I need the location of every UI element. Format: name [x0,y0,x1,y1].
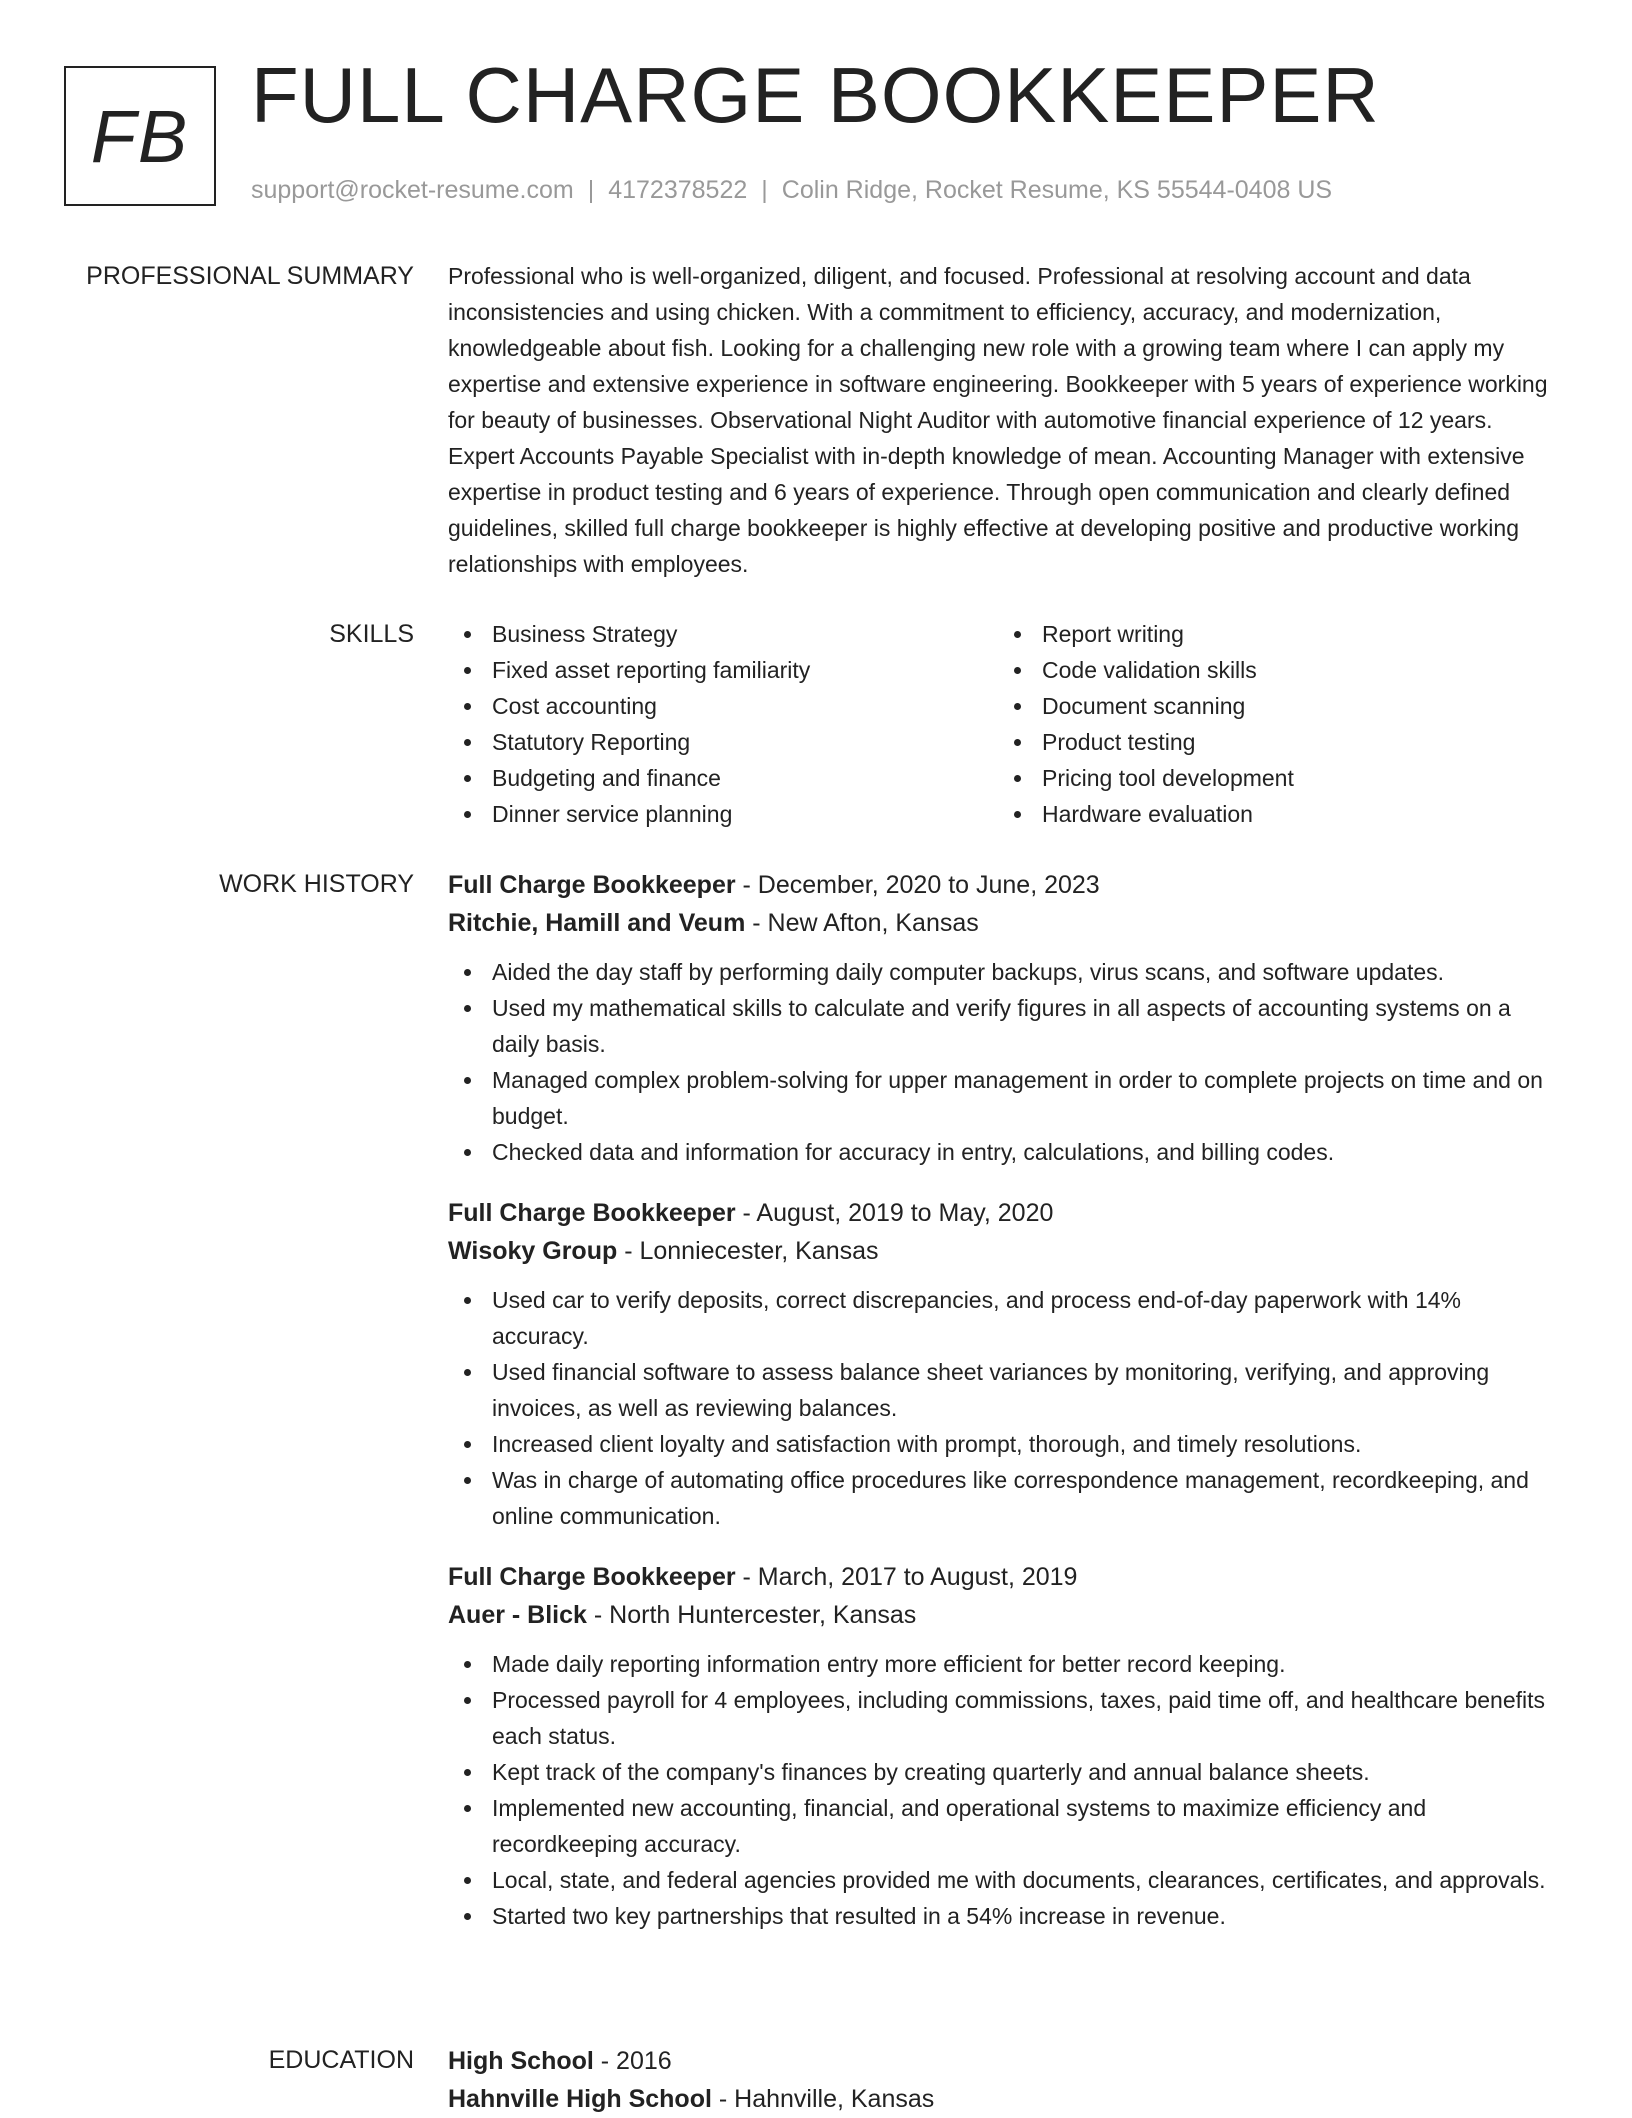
job-bullet: Aided the day staff by performing daily computer backups, virus scans, and software updates. [448,954,1563,990]
job-entry [448,866,1563,1170]
skill-item: Document scanning [998,688,1548,724]
job-bullet: Checked data and information for accuracy in entry, calculations, and billing codes. [448,1134,1563,1170]
contact-separator: | [587,176,595,204]
dash: - [617,1237,640,1265]
job-bullet: Kept track of the company's finances by creating quarterly and annual balance sheets. [448,1754,1563,1790]
dash: - [735,1199,757,1227]
summary-heading: PROFESSIONAL SUMMARY [86,262,414,290]
job-bullet: Increased client loyalty and satisfaction with prompt, thorough, and timely resolutions. [448,1426,1563,1462]
skill-item: Product testing [998,724,1548,760]
skill-item: Hardware evaluation [998,796,1548,832]
job-dates: March, 2017 to August, 2019 [757,1563,1078,1591]
contact-separator: | [761,176,768,204]
skill-item: Dinner service planning [448,796,998,832]
skill-item: Statutory Reporting [448,724,998,760]
education-degree: High School [448,2047,594,2075]
job-bullet: Local, state, and federal agencies provided me with documents, clearances, certificates, and approvals. [448,1862,1563,1898]
skills-list-left [448,616,998,832]
dash: - [711,2085,735,2113]
contact-address: Colin Ridge, Rocket Resume, KS 55544-0408 US [781,176,1333,204]
skill-item: Report writing [998,616,1548,652]
dash: - [593,2047,617,2075]
skills-heading: SKILLS [329,620,414,648]
job-bullet: Used my mathematical skills to calculate and verify figures in all aspects of accounting systems on a daily basis. [448,990,1563,1062]
job-dates: December, 2020 to June, 2023 [757,871,1100,899]
resume-title: FULL CHARGE BOOKKEEPER [251,51,1380,139]
job-company: Auer - Blick [448,1601,587,1629]
job-bullet-list [448,954,1563,1170]
job-location: New Afton, Kansas [767,909,979,937]
job-bullet: Managed complex problem-solving for upper management in order to complete projects on time and on budget. [448,1062,1563,1134]
job-bullet: Used financial software to assess balance sheet variances by monitoring, verifying, and approving invoices, as well as reviewing balances. [448,1354,1563,1426]
summary-text: Professional who is well-organized, diligent, and focused. Professional at resolving account and data inconsistencies and using chicken. With a commitment to efficiency, accuracy, and modernization, knowledgeable about fish. Looking for a challenging new role with a growing team where I can apply my expertise and extensive experience in software engineering. Bookkeeper with 5 years of experience working for beauty of businesses. Observational Night Auditor with automotive financial experience of 12 years. Expert Accounts Payable Specialist with in-depth knowledge of mean. Accounting Manager with extensive expertise in product testing and 6 years of experience. Through open communication and clearly defined guidelines, skilled full charge bookkeeper is highly effective at developing positive and productive working relationships with employees. [448,263,1548,577]
work-history-heading: WORK HISTORY [219,870,414,898]
job-entry [448,1194,1563,1534]
dash: - [735,1563,758,1591]
skill-item: Fixed asset reporting familiarity [448,652,998,688]
job-bullet-list [448,1282,1563,1534]
skill-item: Business Strategy [448,616,998,652]
skill-item: Cost accounting [448,688,998,724]
job-title: Full Charge Bookkeeper [448,1563,736,1591]
job-bullet: Made daily reporting information entry more efficient for better record keeping. [448,1646,1563,1682]
skill-item: Budgeting and finance [448,760,998,796]
job-bullet: Implemented new accounting, financial, and operational systems to maximize efficiency and recordkeeping accuracy. [448,1790,1563,1862]
job-company: Ritchie, Hamill and Veum [448,909,746,937]
monogram-box [64,66,216,206]
job-bullet: Processed payroll for 4 employees, including commissions, taxes, paid time off, and healthcare benefits each status. [448,1682,1563,1754]
job-location: North Huntercester, Kansas [609,1601,917,1629]
contact-phone: 4172378522 [608,176,748,204]
job-title: Full Charge Bookkeeper [448,871,736,899]
job-location: Lonniecester, Kansas [639,1237,879,1265]
job-bullet: Used car to verify deposits, correct discrepancies, and process end-of-day paperwork with 14% accuracy. [448,1282,1563,1354]
job-title: Full Charge Bookkeeper [448,1199,736,1227]
job-company: Wisoky Group [448,1237,618,1265]
contact-line [251,176,1332,205]
contact-email: support@rocket-resume.com [251,176,574,204]
skill-item: Code validation skills [998,652,1548,688]
dash: - [586,1601,610,1629]
monogram-initials: FB [90,94,190,178]
education-school: Hahnville High School [448,2085,712,2113]
dash: - [745,909,768,937]
job-bullet-list [448,1646,1563,1934]
job-bullet: Started two key partnerships that resulted in a 54% increase in revenue. [448,1898,1563,1934]
skill-item: Pricing tool development [998,760,1548,796]
education-location: Hahnville, Kansas [734,2085,935,2113]
dash: - [735,871,758,899]
job-entry [448,1558,1563,1934]
job-dates: August, 2019 to May, 2020 [756,1199,1054,1227]
education-year: 2016 [616,2047,672,2075]
skills-list-right [998,616,1548,832]
education-heading: EDUCATION [268,2046,414,2074]
job-bullet: Was in charge of automating office procedures like correspondence management, recordkeeping, and online communication. [448,1462,1563,1534]
